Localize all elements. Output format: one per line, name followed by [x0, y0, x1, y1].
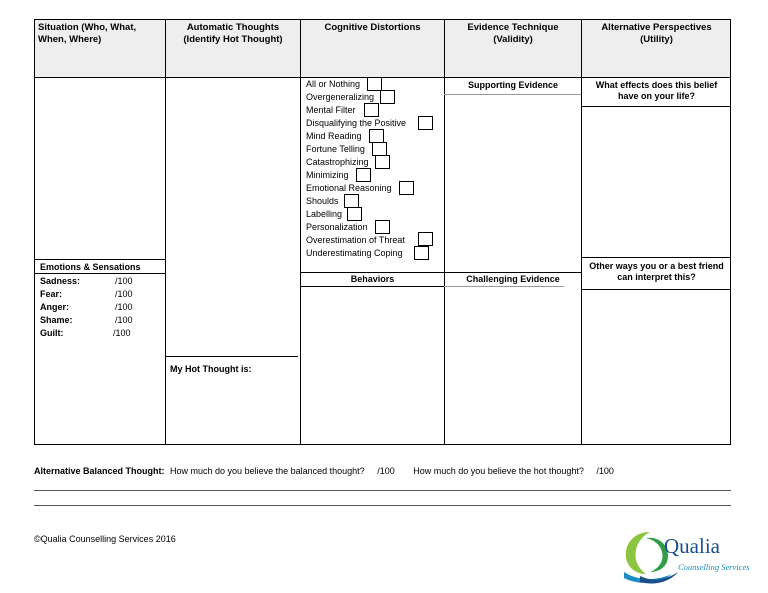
balanced-thought-label: Alternative Balanced Thought: — [34, 466, 165, 476]
emotion-label: Shame: — [40, 315, 73, 325]
balanced-q2: How much do you believe the hot thought? — [413, 466, 584, 476]
header-situation — [38, 22, 164, 46]
distortion-all-or-nothing — [306, 78, 360, 91]
header-alternative-perspectives — [582, 22, 731, 46]
challenging-evidence-bottom-line — [444, 286, 564, 287]
distortion-label: Catastrophizing — [306, 157, 369, 167]
distortion-fortune-telling — [306, 143, 365, 156]
header-auto-line1: Automatic Thoughts — [186, 22, 280, 33]
checkbox-emotional-reasoning[interactable] — [399, 181, 414, 195]
hot-thought-label: My Hot Thought is: — [170, 364, 252, 374]
behaviors-top-line — [300, 272, 444, 273]
distortion-label: Mind Reading — [306, 131, 362, 141]
alt-question-other-line1: Other ways you or a best friend — [589, 261, 724, 271]
checkbox-fortune-telling[interactable] — [372, 142, 387, 156]
header-alt-line1: Alternative Perspectives — [601, 22, 712, 33]
distortion-shoulds — [306, 195, 339, 208]
distortion-label: All or Nothing — [306, 79, 361, 89]
balanced-thought-write-line-1[interactable] — [34, 490, 731, 491]
alt-question-effects-line1: What effects does this belief — [595, 80, 718, 90]
alt-question-other-ways — [582, 261, 731, 283]
emotion-fear — [40, 288, 150, 301]
hot-thought-line — [165, 356, 298, 357]
distortion-label: Mental Filter — [306, 105, 356, 115]
alt-question-other-top-line — [581, 257, 731, 258]
emotion-label: Guilt: — [40, 328, 64, 338]
qualia-logo — [620, 528, 760, 586]
emotion-value[interactable]: /100 — [113, 328, 131, 338]
balanced-q2-value[interactable]: /100 — [596, 466, 614, 476]
emotion-value[interactable]: /100 — [115, 289, 133, 299]
header-auto-line2: (Identify Hot Thought) — [183, 34, 283, 45]
balanced-thought-write-line-2[interactable] — [34, 505, 731, 506]
checkbox-personalization[interactable] — [375, 220, 390, 234]
distortion-minimizing — [306, 169, 349, 182]
supporting-evidence-label: Supporting Evidence — [467, 80, 558, 90]
logo-tagline: Counselling Services — [678, 562, 750, 572]
checkbox-disqualifying[interactable] — [418, 116, 433, 130]
distortion-label: Labelling — [306, 209, 343, 219]
emotion-label: Anger: — [40, 302, 69, 312]
distortion-label: Underestimating Coping — [306, 248, 403, 258]
distortion-label: Shoulds — [306, 196, 339, 206]
header-automatic-thoughts — [166, 22, 300, 46]
column-divider-1 — [165, 19, 166, 445]
checkbox-labelling[interactable] — [347, 207, 362, 221]
header-cog-line1: Cognitive Distortions — [324, 22, 421, 33]
header-situation-line1: Situation (Who, What, — [38, 22, 137, 33]
emotion-value[interactable]: /100 — [115, 276, 133, 286]
emotions-title: Emotions & Sensations — [40, 262, 141, 272]
alt-question-effects-line — [581, 106, 731, 107]
emotion-guilt — [40, 327, 150, 340]
emotion-label: Fear: — [40, 289, 63, 299]
checkbox-shoulds[interactable] — [344, 194, 359, 208]
alt-question-effects — [582, 80, 731, 102]
logo-name: Qualia — [664, 534, 720, 558]
alt-question-other-bottom-line — [581, 289, 731, 290]
emotions-top-line — [34, 259, 165, 260]
alt-question-effects-line2: have on your life? — [617, 91, 695, 101]
balanced-q1-value[interactable]: /100 — [377, 466, 395, 476]
supporting-evidence-line — [444, 94, 581, 95]
checkbox-catastrophizing[interactable] — [375, 155, 390, 169]
header-evidence-line1: Evidence Technique — [467, 22, 559, 33]
balanced-q1: How much do you believe the balanced thought? — [170, 466, 365, 476]
checkbox-underestimating-coping[interactable] — [414, 246, 429, 260]
emotion-shame — [40, 314, 150, 327]
checkbox-overgeneralizing[interactable] — [380, 90, 395, 104]
header-alt-line2: (Utility) — [640, 34, 673, 45]
copyright: ©Qualia Counselling Services 2016 — [34, 534, 176, 544]
challenging-evidence-label: Challenging Evidence — [466, 274, 560, 284]
checkbox-minimizing[interactable] — [356, 168, 371, 182]
emotion-value[interactable]: /100 — [115, 315, 133, 325]
header-evidence-line2: (Validity) — [493, 34, 533, 45]
emotion-sadness — [40, 275, 150, 288]
challenging-evidence-top-line — [444, 272, 581, 273]
distortion-underestimating-coping — [306, 247, 403, 260]
checkbox-mental-filter[interactable] — [364, 103, 379, 117]
balanced-thought-row — [34, 466, 614, 477]
checkbox-overestimation-threat[interactable] — [418, 232, 433, 246]
column-divider-2 — [300, 19, 301, 445]
alt-question-other-line2: can interpret this? — [617, 272, 696, 282]
distortion-label: Overgeneralizing — [306, 92, 375, 102]
distortion-label: Disqualifying the Positive — [306, 118, 407, 128]
distortion-disqualifying — [306, 117, 406, 130]
emotion-anger — [40, 301, 150, 314]
distortion-label: Personalization — [306, 222, 368, 232]
emotion-label: Sadness: — [40, 276, 81, 286]
header-cognitive-distortions — [301, 22, 444, 34]
distortion-label: Overestimation of Threat — [306, 235, 405, 245]
distortion-label: Minimizing — [306, 170, 349, 180]
header-bottom-line — [34, 77, 731, 78]
behaviors-label: Behaviors — [350, 274, 395, 284]
distortion-label: Emotional Reasoning — [306, 183, 392, 193]
behaviors-bottom-line — [300, 286, 444, 287]
distortion-personalization — [306, 221, 368, 234]
distortion-label: Fortune Telling — [306, 144, 365, 154]
header-situation-line2: When, Where) — [38, 34, 102, 45]
distortion-overestimation-threat — [306, 234, 405, 247]
emotion-value[interactable]: /100 — [115, 302, 133, 312]
checkbox-all-or-nothing[interactable] — [367, 77, 382, 91]
distortion-mind-reading — [306, 130, 362, 143]
emotions-title-bottom-line — [34, 273, 165, 274]
distortion-mental-filter — [306, 104, 356, 117]
header-evidence-technique — [445, 22, 581, 46]
distortion-labelling — [306, 208, 342, 221]
checkbox-mind-reading[interactable] — [369, 129, 384, 143]
